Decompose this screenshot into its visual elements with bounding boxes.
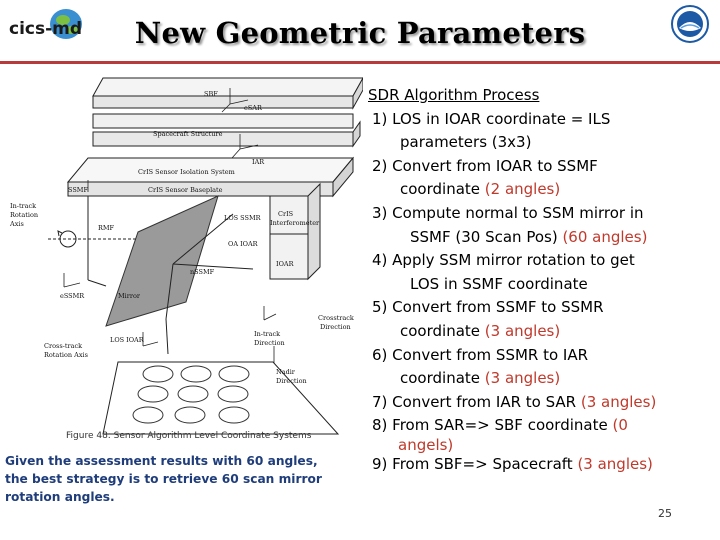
sdr-algorithm-process [368, 84, 718, 477]
sbf-label: SBF [204, 90, 218, 98]
intrack-direction-label-2: Direction [254, 339, 285, 347]
process-step [368, 391, 718, 415]
isolation-label: CrIS Sensor Isolation System [138, 168, 235, 176]
nadir-label-2: Direction [276, 377, 307, 385]
step-line: 6) Convert from SSMR to IAR [372, 345, 589, 364]
step-continuation: parameters (3x3) [400, 133, 532, 152]
step-line: 4) Apply SSM mirror rotation to get [372, 251, 635, 270]
step-angle-count: (3 angles) [484, 369, 561, 388]
intrack-direction-label: In-track [254, 330, 281, 338]
oa-ioar-label: OA IOAR [228, 240, 258, 248]
step-angle-count: (0 [612, 416, 628, 435]
step-continuation: LOS in SSMF coordinate [410, 274, 588, 293]
sar-label: eSAR [244, 104, 262, 112]
intrack-rotation-label-2: Rotation [10, 211, 39, 219]
process-step [368, 414, 718, 453]
conclusion-line: Given the assessment results with 60 angles, [5, 454, 318, 468]
logo-text: cics-md [9, 19, 83, 39]
step-angle-count: (2 angles) [484, 180, 561, 199]
baseplate-label: CrIS Sensor Baseplate [148, 186, 223, 194]
spacecraft-structure-label: Spacecraft Structure [153, 130, 223, 138]
crosstrack-direction-label: Crosstrack [318, 314, 354, 322]
figure-caption: Figure 48: Sensor Algorithm Level Coordinate Systems [66, 431, 312, 441]
step-continuation: coordinate [400, 369, 485, 388]
crosstrack-rotation-label-2: Rotation Axis [44, 351, 88, 359]
nadir-label: Nadir [276, 368, 295, 376]
step-line: 3) Compute normal to SSM mirror in [372, 203, 644, 222]
process-step [368, 453, 718, 477]
coordinate-systems-diagram [8, 74, 363, 446]
step-continuation: coordinate [400, 180, 485, 199]
crosstrack-rotation-label: Cross-track [44, 342, 83, 350]
mirror-label: Mirror [118, 292, 140, 300]
step-continuation: SSMF (30 Scan Pos) [410, 227, 563, 246]
process-step [368, 202, 718, 249]
page-number: 25 [658, 507, 672, 520]
ssmr-label: eSSMR [60, 292, 85, 300]
process-step [368, 249, 718, 296]
step-line: 2) Convert from IOAR to SSMF [372, 156, 598, 175]
step-continuation: angels) [398, 435, 454, 454]
step-continuation: coordinate [400, 321, 485, 340]
iar-top-label: IAR [252, 158, 265, 166]
step-line: 5) Convert from SSMF to SSMR [372, 298, 604, 317]
los-ssmr-label: LOS SSMR [224, 214, 261, 222]
step-line: 7) Convert from IAR to SAR [372, 392, 581, 411]
conclusion-text [5, 452, 360, 506]
step-angle-count: (3 angles) [577, 454, 653, 473]
conclusion-line: the best strategy is to retrieve 60 scan mirror [5, 472, 322, 486]
crosstrack-direction-label-2: Direction [320, 323, 351, 331]
conclusion-line: rotation angles. [5, 490, 115, 504]
ioar-box-label: IOAR [276, 260, 294, 268]
title-divider [0, 61, 720, 64]
ssmf-label: SSMF [68, 186, 88, 194]
process-step [368, 344, 718, 391]
process-step [368, 155, 718, 202]
interferometer-label-2: Interferometer [270, 219, 320, 227]
interferometer-label: CrIS [278, 210, 294, 218]
step-angle-count: (60 angles) [562, 227, 648, 246]
step-angle-count: (3 angles) [580, 392, 657, 411]
n-ssmf-label: nSSMF [190, 268, 215, 276]
rmf-label: RMF [98, 224, 115, 232]
step-angle-count: (3 angles) [484, 321, 561, 340]
step-line: 9) From SBF=> Spacecraft [372, 454, 578, 473]
step-line: 1) LOS in IOAR coordinate = ILS [372, 109, 611, 128]
step-line: 8) From SAR=> SBF coordinate [372, 416, 613, 435]
process-heading: SDR Algorithm Process [368, 86, 540, 104]
intrack-rotation-label-3: Axis [10, 220, 24, 228]
los-ioar-label: LOS IOAR [110, 336, 144, 344]
intrack-rotation-label: In-track [10, 202, 37, 210]
process-step [368, 296, 718, 343]
page-title: New Geometric Parameters [134, 16, 586, 50]
process-step [368, 108, 718, 155]
